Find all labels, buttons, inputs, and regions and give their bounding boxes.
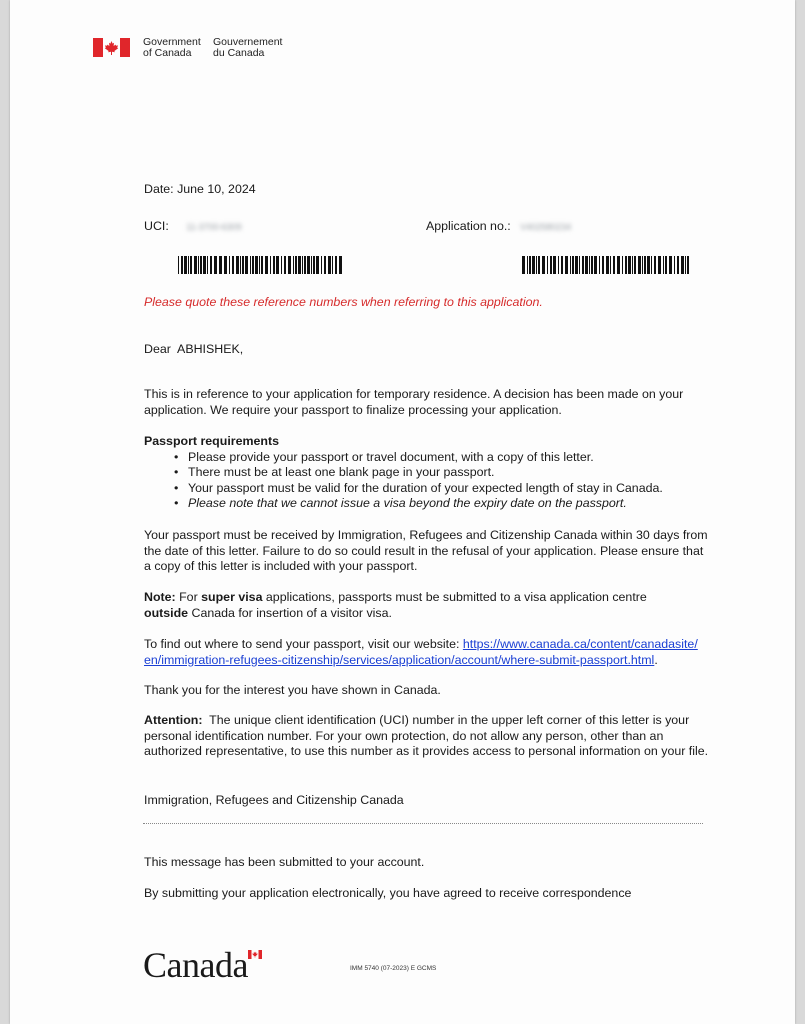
- barcode-bar: [236, 256, 239, 274]
- application-value: V402580234: [520, 222, 572, 232]
- barcode-bar: [565, 256, 568, 274]
- barcode-bar: [542, 256, 545, 274]
- barcode-bar: [658, 256, 661, 274]
- barcode-bar: [632, 256, 633, 274]
- barcode-bar: [529, 256, 531, 274]
- barcode-bar: [669, 256, 672, 274]
- government-of-canada-fr: [213, 37, 282, 59]
- barcode-bar: [190, 256, 192, 274]
- date-value: June 10, 2024: [177, 182, 256, 196]
- agreement-line: By submitting your application electronically, you have agreed to receive correspondence: [144, 886, 632, 900]
- receipt-paragraph: Your passport must be received by Immigration, Refugees and Citizenship Canada within 30 days from the date of this letter. Failure to do so could result in the refusal of your application. Please ensure that a copy of this letter is included with your passport.: [144, 528, 708, 574]
- barcode-bar: [638, 256, 641, 274]
- barcode-bar: [316, 256, 319, 274]
- note-part1: For: [175, 590, 202, 604]
- barcode-bar: [332, 256, 333, 274]
- greeting: Dear ABHISHEK,: [144, 342, 244, 356]
- uci-barcode: [178, 256, 344, 274]
- gov-fr-line2: du Canada: [213, 47, 265, 59]
- barcode-bar: [302, 256, 303, 274]
- canada-flag-icon: [93, 38, 130, 57]
- barcode-bar: [288, 256, 291, 274]
- requirement-item: • There must be at least one blank page in your passport.: [188, 465, 724, 481]
- thanks-line: Thank you for the interest you have shown in Canada.: [144, 683, 441, 697]
- barcode-bar: [642, 256, 643, 274]
- barcode-bar: [207, 256, 208, 274]
- uci-value: 11-3700-6309: [186, 222, 242, 232]
- uci-label: UCI:: [144, 219, 169, 233]
- government-of-canada-en: [143, 37, 201, 59]
- dotted-divider: [143, 823, 703, 824]
- barcode-bar: [276, 256, 279, 274]
- barcode-bar: [654, 256, 656, 274]
- barcode-bar: [572, 256, 574, 274]
- barcode-bar: [321, 256, 322, 274]
- barcode-bar: [324, 256, 326, 274]
- barcode-bar: [219, 256, 220, 274]
- barcode-bar: [307, 256, 310, 274]
- find-text: To find out where to send your passport, visit our website:: [144, 637, 463, 651]
- barcode-bar: [188, 256, 189, 274]
- barcode-bar: [553, 256, 556, 274]
- barcode-bar: [522, 256, 525, 274]
- barcode-bar: [625, 256, 627, 274]
- find-end: .: [654, 652, 658, 667]
- barcode-bar: [339, 256, 342, 274]
- barcode-bar: [622, 256, 623, 274]
- date-label: Date:: [144, 182, 174, 196]
- barcode-bar: [229, 256, 230, 274]
- barcode-bar: [203, 256, 206, 274]
- barcode-bar: [284, 256, 286, 274]
- requirements-heading: Passport requirements: [144, 434, 279, 448]
- barcode-bar: [240, 256, 241, 274]
- barcode-bar: [582, 256, 584, 274]
- barcode-bar: [242, 256, 244, 274]
- barcode-bar: [594, 256, 597, 274]
- note-bold-outside: outside: [144, 605, 189, 620]
- barcode-bar: [200, 256, 202, 274]
- note-part3: Canada for insertion of a visitor visa.: [188, 605, 392, 620]
- barcode-bar: [224, 256, 227, 274]
- barcode-bar: [651, 256, 652, 274]
- canada-wordmark-text: Canada: [143, 945, 248, 985]
- attention-label: Attention:: [144, 713, 203, 727]
- barcode-bar: [265, 256, 268, 274]
- barcode-bar: [194, 256, 197, 274]
- letter-page: [10, 0, 795, 1024]
- gov-fr-line1: Gouvernement: [213, 36, 283, 48]
- attention-text: The unique client identification (UCI) number in the upper left corner of this letter is your personal identification number. For your own protection, do not allow any person, other than an authorized representative, to use this number as it provides access to personal information on your file.: [144, 713, 709, 759]
- date-line: [144, 182, 256, 198]
- barcode-bar: [610, 256, 611, 274]
- barcode-bar: [647, 256, 650, 274]
- barcode-bar: [210, 256, 212, 274]
- barcode-bar: [281, 256, 282, 274]
- barcode-bar: [178, 256, 179, 274]
- barcode-bar: [259, 256, 260, 274]
- barcode-bar: [255, 256, 258, 274]
- uci-line: [144, 219, 242, 236]
- barcode-bar: [579, 256, 580, 274]
- gov-en-line1: Government: [143, 36, 201, 48]
- barcode-bar: [273, 256, 275, 274]
- barcode-bar: [606, 256, 609, 274]
- note-part2: applications, passports must be submitted to a visa application centre: [262, 590, 647, 604]
- passport-requirements: [144, 434, 724, 512]
- barcode-bar: [663, 256, 664, 274]
- barcode-bar: [628, 256, 631, 274]
- barcode-bar: [214, 256, 217, 274]
- application-barcode: [522, 256, 690, 274]
- barcode-bar: [181, 256, 183, 274]
- barcode-bar: [304, 256, 306, 274]
- barcode-bar: [536, 256, 537, 274]
- barcode-bar: [335, 256, 337, 274]
- form-code: IMM 5740 (07-2023) E GCMS: [350, 965, 437, 972]
- barcode-bar: [634, 256, 636, 274]
- barcode-bar: [252, 256, 254, 274]
- barcode-bar: [602, 256, 604, 274]
- canada-wordmark: [143, 944, 248, 986]
- barcode-bar: [558, 256, 559, 274]
- note-paragraph: [144, 590, 684, 621]
- barcode-bar: [644, 256, 646, 274]
- barcode-bar: [681, 256, 684, 274]
- barcode-bar: [561, 256, 563, 274]
- where-submit-passport-link[interactable]: https://www.canada.ca/content/canadasite/en/immigration-refugees-citizenship/services/application/account/where-submit-passport.html: [144, 637, 698, 667]
- barcode-bar: [685, 256, 686, 274]
- barcode-bar: [328, 256, 331, 274]
- requirements-list: [144, 450, 724, 512]
- application-number-line: [426, 219, 571, 236]
- quote-notice: Please quote these reference numbers when referring to this application.: [144, 295, 543, 309]
- barcode-bar: [298, 256, 301, 274]
- wordmark-flag-icon: [248, 950, 262, 959]
- barcode-bar: [250, 256, 251, 274]
- submitted-line: This message has been submitted to your account.: [144, 855, 425, 869]
- barcode-bar: [613, 256, 615, 274]
- note-bold-super-visa: super visa: [201, 590, 263, 604]
- barcode-bar: [570, 256, 571, 274]
- barcode-bar: [532, 256, 535, 274]
- barcode-bar: [198, 256, 199, 274]
- signature: Immigration, Refugees and Citizenship Canada: [144, 793, 404, 807]
- barcode-bar: [591, 256, 593, 274]
- barcode-bar: [270, 256, 271, 274]
- requirement-item: • Please provide your passport or travel document, with a copy of this letter.: [188, 450, 724, 466]
- gov-en-line2: of Canada: [143, 47, 192, 59]
- find-passport-paragraph: [144, 637, 704, 668]
- barcode-bar: [589, 256, 590, 274]
- barcode-bar: [687, 256, 689, 274]
- intro-paragraph: This is in reference to your application for temporary residence. A decision has been made on your application. We require your passport to finalize processing your application.: [144, 387, 684, 417]
- requirement-item: • Please note that we cannot issue a visa beyond the expiry date on the passport.: [188, 496, 724, 512]
- barcode-bar: [261, 256, 263, 274]
- barcode-bar: [538, 256, 540, 274]
- barcode-bar: [295, 256, 297, 274]
- barcode-bar: [575, 256, 578, 274]
- barcode-bar: [311, 256, 312, 274]
- barcode-bar: [245, 256, 248, 274]
- barcode-bar: [232, 256, 234, 274]
- barcode-bar: [313, 256, 315, 274]
- barcode-bar: [665, 256, 667, 274]
- requirement-item: • Your passport must be valid for the duration of your expected length of stay in Canada.: [188, 481, 724, 497]
- barcode-bar: [599, 256, 600, 274]
- attention-paragraph: [144, 713, 709, 760]
- note-label: Note:: [144, 590, 176, 604]
- barcode-bar: [617, 256, 620, 274]
- barcode-bar: [184, 256, 187, 274]
- application-label: Application no.:: [426, 219, 511, 233]
- barcode-bar: [547, 256, 548, 274]
- barcode-bar: [674, 256, 675, 274]
- barcode-bar: [585, 256, 588, 274]
- barcode-bar: [293, 256, 294, 274]
- barcode-bar: [677, 256, 679, 274]
- barcode-bar: [550, 256, 552, 274]
- barcode-bar: [527, 256, 528, 274]
- barcode-bar: [220, 256, 222, 274]
